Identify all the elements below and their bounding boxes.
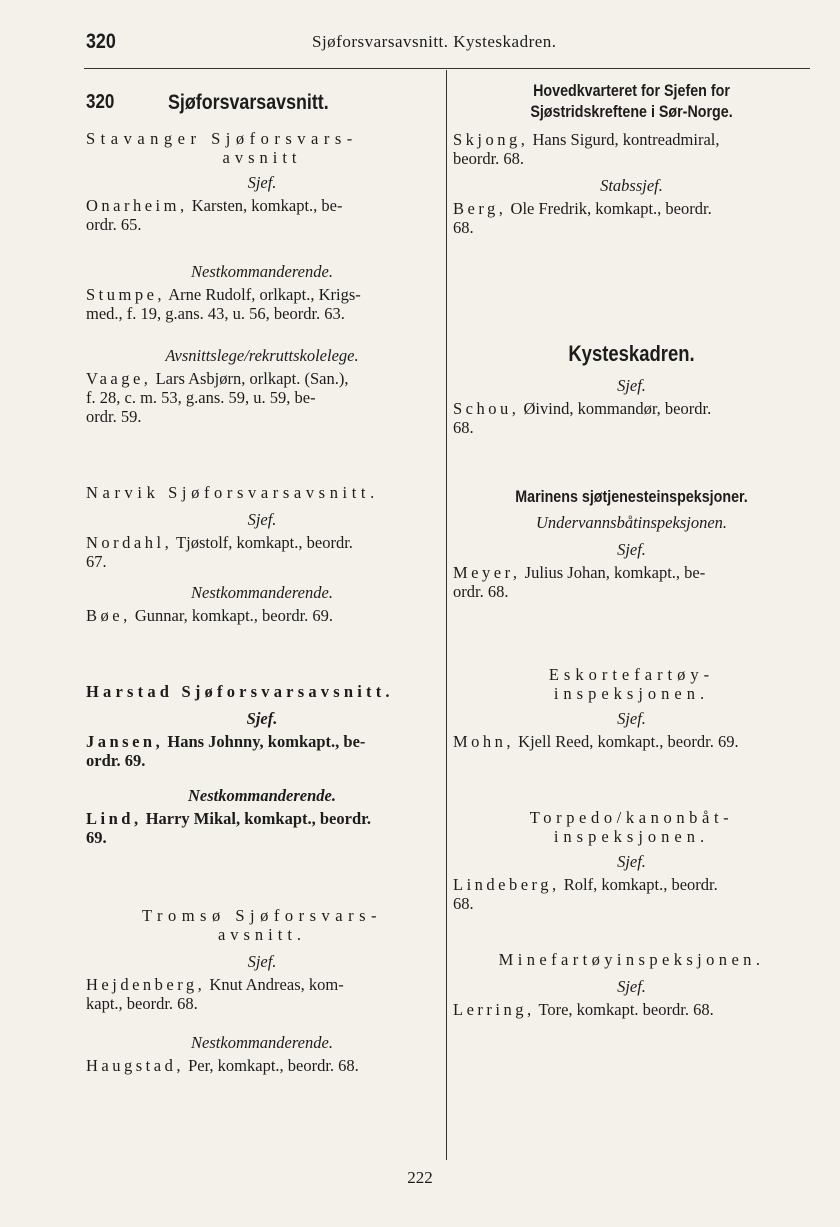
person-details: Karsten, komkapt., be- xyxy=(191,196,343,215)
hovedkvarteret-entry-cont: beordr. 68. xyxy=(453,149,525,168)
person-name: Hejdenberg, xyxy=(86,975,206,994)
hovedkvarteret-entry xyxy=(453,130,810,149)
stavanger-heading: Stavanger Sjøforsvars- xyxy=(86,129,358,148)
eskorte-block xyxy=(453,665,810,751)
footer-page-number: 222 xyxy=(407,1168,433,1187)
narvik-sjef-label: Sjef. xyxy=(247,510,277,529)
marinens-sjef-entry xyxy=(453,563,810,582)
person-details: Rolf, komkapt., beordr. xyxy=(563,875,718,894)
person-name: Bøe, xyxy=(86,606,131,625)
person-details: Lars Asbjørn, orlkapt. (San.), xyxy=(155,369,349,388)
person-name: Schou, xyxy=(453,399,520,418)
hovedkvarteret-heading-cont: Sjøstridskreftene i Sør-Norge. xyxy=(530,102,733,121)
person-details: Hans Sigurd, kontreadmiral, xyxy=(532,130,720,149)
marinens-heading: Marinens sjøtjenesteinspeksjoner. xyxy=(515,487,748,506)
eskorte-sjef-label: Sjef. xyxy=(617,709,646,728)
person-name: Meyer, xyxy=(453,563,521,582)
harstad-sjef-entry-cont: ordr. 69. xyxy=(86,751,146,770)
tromso-nest-label: Nestkommanderende. xyxy=(191,1033,333,1052)
stavanger-sjef-entry-cont: ordr. 65. xyxy=(86,215,142,234)
person-name: Onarheim, xyxy=(86,196,188,215)
person-details: Øivind, kommandør, beordr. xyxy=(523,399,712,418)
undervannsbat-label: Undervannsbåtinspeksjonen. xyxy=(535,513,728,532)
stavanger-avsnittslege-block xyxy=(86,346,438,426)
stavanger-sjef-entry xyxy=(86,196,438,215)
avsnittslege-entry xyxy=(86,369,438,388)
marinens-sjef-entry-cont: ordr. 68. xyxy=(453,582,509,601)
tromso-nest-entry xyxy=(86,1056,438,1075)
marinens-sjef-label: Sjef. xyxy=(617,540,646,559)
person-name: Berg, xyxy=(453,199,507,218)
tromso-heading-cont: avsnitt. xyxy=(217,925,307,944)
header-rule xyxy=(84,68,810,69)
stavanger-heading-cont: avsnitt xyxy=(222,148,302,167)
person-name: Skjong, xyxy=(453,130,529,149)
eskorte-heading: Eskortefartøy- xyxy=(548,665,715,684)
person-details: Ole Fredrik, komkapt., beordr. xyxy=(510,199,712,218)
marinens-block xyxy=(453,486,810,601)
avsnittslege-entry-cont: f. 28, c. m. 53, g.ans. 59, u. 59, be- xyxy=(86,388,316,407)
person-details: Tore, komkapt. beordr. 68. xyxy=(538,1000,714,1019)
kysteskadren-sjef-label: Sjef. xyxy=(617,376,646,395)
running-title: Sjøforsvarsavsnitt. Kysteskadren. xyxy=(312,32,557,51)
person-details: Kjell Reed, komkapt., beordr. 69. xyxy=(518,732,739,751)
column-divider xyxy=(446,70,447,1160)
section-title xyxy=(86,91,438,119)
torpedo-sjef-label: Sjef. xyxy=(617,852,646,871)
narvik-nest-entry xyxy=(86,606,438,625)
narvik-sjef-entry xyxy=(86,533,438,552)
person-name: Lindeberg, xyxy=(453,875,560,894)
tromso-sjef-entry xyxy=(86,975,438,994)
harstad-nest-label: Nestkommanderende. xyxy=(187,786,337,805)
harstad-heading: Harstad Sjøforsvarsavsnitt. xyxy=(86,682,394,701)
narvik-nest-label: Nestkommanderende. xyxy=(191,583,333,602)
eskorte-sjef-entry xyxy=(453,732,810,751)
tromso-sjef-entry-cont: kapt., beordr. 68. xyxy=(86,994,198,1013)
harstad-nest-entry xyxy=(86,809,438,828)
stabssjef-entry xyxy=(453,199,810,218)
person-details: Julius Johan, komkapt., be- xyxy=(524,563,706,582)
harstad-sjef-label: Sjef. xyxy=(246,709,278,728)
section-number: 320 xyxy=(86,91,115,113)
person-name: Lind, xyxy=(86,809,142,828)
avsnittslege-entry-cont2: ordr. 59. xyxy=(86,407,142,426)
person-details: Gunnar, komkapt., beordr. 69. xyxy=(134,606,334,625)
kysteskadren-sjef-entry-cont: 68. xyxy=(453,418,474,437)
torpedo-sjef-entry xyxy=(453,875,810,894)
minefartoy-sjef-entry xyxy=(453,1000,810,1019)
page-number: 320 xyxy=(86,30,116,53)
avsnittslege-label: Avsnittslege/rekruttskolelege. xyxy=(165,346,359,365)
harstad-sjef-entry xyxy=(86,732,438,751)
torpedo-sjef-entry-cont: 68. xyxy=(453,894,474,913)
minefartoy-block xyxy=(453,950,810,1019)
page-header xyxy=(86,30,806,64)
person-name: Lerring, xyxy=(453,1000,535,1019)
stabssjef-entry-cont: 68. xyxy=(453,218,474,237)
person-details: Tjøstolf, komkapt., beordr. xyxy=(176,533,353,552)
harstad-block xyxy=(86,682,438,847)
stabssjef-label: Stabssjef. xyxy=(600,176,663,195)
person-details: Per, komkapt., beordr. 68. xyxy=(188,1056,359,1075)
harstad-nest-entry-cont: 69. xyxy=(86,828,107,847)
person-name: Stumpe, xyxy=(86,285,166,304)
stavanger-block xyxy=(86,129,438,234)
section-heading: Sjøforsvarsavsnitt. xyxy=(168,91,329,114)
tromso-block xyxy=(86,906,438,1075)
minefartoy-heading: Minefartøyinspeksjonen. xyxy=(498,950,765,969)
person-details: Knut Andreas, kom- xyxy=(209,975,344,994)
person-details: Hans Johnny, komkapt., be- xyxy=(167,732,366,751)
hovedkvarteret-heading: Hovedkvarteret for Sjefen for xyxy=(533,81,730,100)
kysteskadren-heading: Kysteskadren. xyxy=(568,341,695,366)
person-details: Harry Mikal, komkapt., beordr. xyxy=(145,809,372,828)
stavanger-nest-entry-cont: med., f. 19, g.ans. 43, u. 56, beordr. 63. xyxy=(86,304,345,323)
person-details: Arne Rudolf, orlkapt., Krigs- xyxy=(168,285,361,304)
tromso-heading: Tromsø Sjøforsvars- xyxy=(141,906,383,925)
tromso-sjef-label: Sjef. xyxy=(247,952,277,971)
stavanger-nest-label: Nestkommanderende. xyxy=(191,262,333,281)
narvik-heading: Narvik Sjøforsvarsavsnitt. xyxy=(86,483,379,502)
stavanger-sjef-label: Sjef. xyxy=(247,173,277,192)
person-name: Nordahl, xyxy=(86,533,173,552)
minefartoy-sjef-label: Sjef. xyxy=(617,977,646,996)
narvik-block xyxy=(86,483,438,625)
kysteskadren-sjef-entry xyxy=(453,399,810,418)
torpedo-heading-cont: inspeksjonen. xyxy=(553,827,710,846)
torpedo-block xyxy=(453,808,810,913)
eskorte-heading-cont: inspeksjonen. xyxy=(553,684,710,703)
person-name: Jansen, xyxy=(86,732,164,751)
stavanger-nest-entry xyxy=(86,285,438,304)
stavanger-nest-block xyxy=(86,262,438,323)
torpedo-heading: Torpedo/kanonbåt- xyxy=(529,808,734,827)
narvik-sjef-entry-cont: 67. xyxy=(86,552,107,571)
kysteskadren-block xyxy=(453,340,810,437)
hovedkvarteret-block xyxy=(453,80,810,237)
person-name: Mohn, xyxy=(453,732,515,751)
person-name: Haugstad, xyxy=(86,1056,184,1075)
person-name: Vaage, xyxy=(86,369,152,388)
